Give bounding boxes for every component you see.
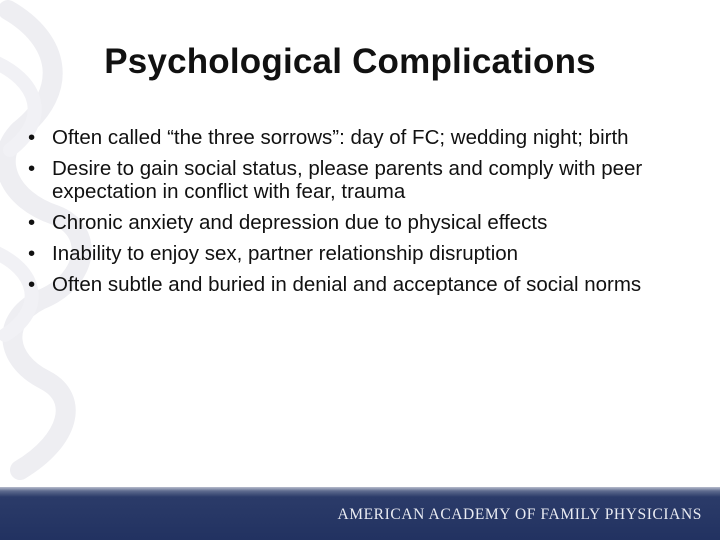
bullet-item <box>24 273 696 296</box>
bullet-text: Often called “the three sorrows”: day of FC; wedding night; birth <box>52 126 629 149</box>
bullet-text: Inability to enjoy sex, partner relationship disruption <box>52 242 519 265</box>
bullet-item <box>24 211 696 234</box>
bullet-marker: • <box>28 242 36 265</box>
bullet-item <box>24 157 696 203</box>
bullet-list <box>24 126 696 304</box>
bullet-marker: • <box>28 157 36 180</box>
footer-organization-name: AMERICAN ACADEMY OF FAMILY PHYSICIANS <box>337 506 702 523</box>
bullet-marker: • <box>28 273 36 296</box>
bullet-text: Desire to gain social status, please parents and comply with peer expectation in conflict with fear, trauma <box>52 157 643 203</box>
bullet-marker: • <box>28 211 36 234</box>
slide-title: Psychological Complications <box>104 42 596 81</box>
bullet-marker: • <box>28 126 36 149</box>
bullet-text: Chronic anxiety and depression due to physical effects <box>52 211 548 234</box>
bullet-text: Often subtle and buried in denial and acceptance of social norms <box>52 273 642 296</box>
bullet-item <box>24 242 696 265</box>
bullet-item <box>24 126 696 149</box>
